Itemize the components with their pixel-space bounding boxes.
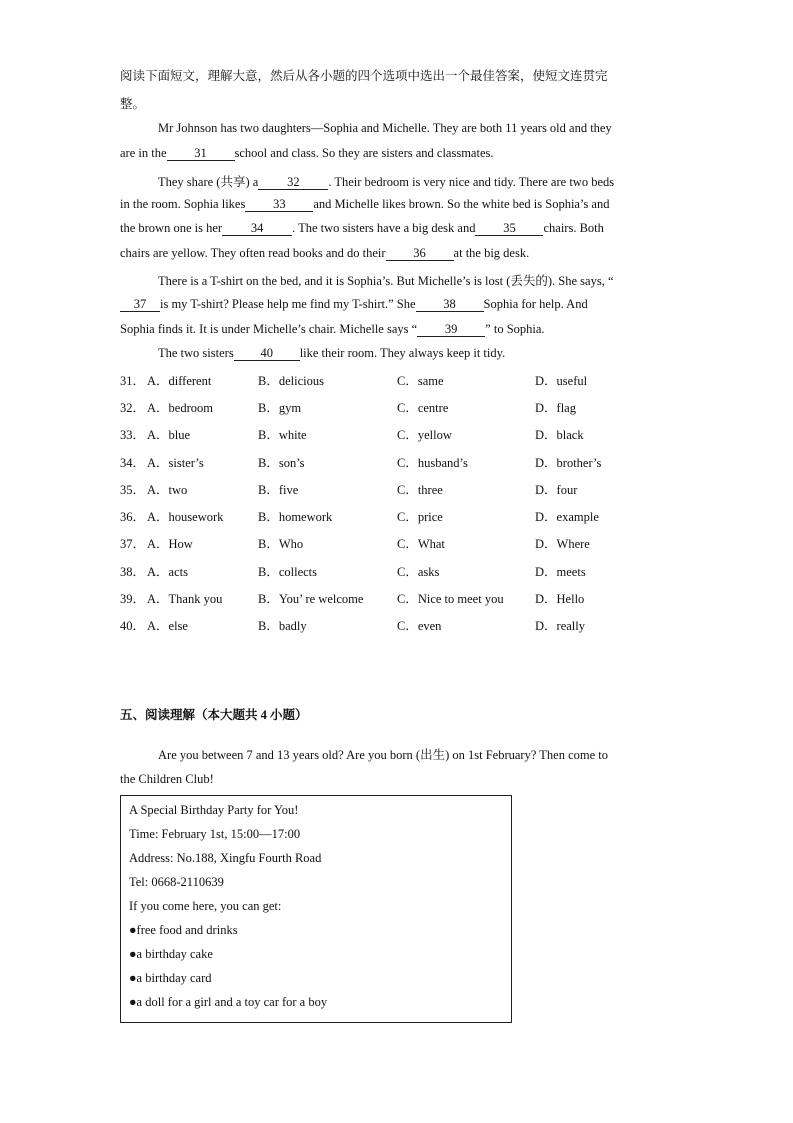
blank-38[interactable]: 38 xyxy=(416,298,484,312)
blank-36[interactable]: 36 xyxy=(386,247,454,261)
option-b[interactable]: B．collects xyxy=(258,565,318,579)
passage-text: in the room. Sophia likes xyxy=(120,197,246,211)
option-b[interactable]: B．son’s xyxy=(258,456,305,470)
passage-line xyxy=(120,322,545,337)
notice-intro: If you come here, you can get: xyxy=(129,899,282,913)
option-a[interactable]: A．two xyxy=(147,483,188,497)
blank-39[interactable]: 39 xyxy=(417,323,485,337)
passage-line: There is a T-shirt on the bed, and it is Sophia’s. But Michelle’s is lost (丢失的). She says, “ xyxy=(158,274,614,288)
blank-33[interactable]: 33 xyxy=(245,198,313,212)
option-c[interactable]: C．price xyxy=(397,510,443,524)
notice-item: ●a doll for a girl and a toy car for a boy xyxy=(129,995,328,1009)
passage-line xyxy=(120,197,609,212)
option-b[interactable]: B．gym xyxy=(258,401,302,415)
passage-text: are in the xyxy=(120,146,167,160)
option-b[interactable]: B．You’ re welcome xyxy=(258,592,364,606)
question-number: 38． xyxy=(120,565,146,579)
passage-text: . Their bedroom is very nice and tidy. There are two beds xyxy=(328,175,615,189)
option-a[interactable]: A．housework xyxy=(147,510,224,524)
option-b[interactable]: B．Who xyxy=(258,537,304,551)
option-c[interactable]: C．What xyxy=(397,537,445,551)
notice-time: Time: February 1st, 15:00—17:00 xyxy=(129,827,301,841)
question-number: 35． xyxy=(120,483,146,497)
notice-item: ●free food and drinks xyxy=(129,923,238,937)
blank-34[interactable]: 34 xyxy=(222,222,292,236)
option-d[interactable]: D．meets xyxy=(535,565,586,579)
option-c[interactable]: C．husband’s xyxy=(397,456,468,470)
option-c[interactable]: C．same xyxy=(397,374,444,388)
passage-line xyxy=(158,172,614,190)
question-number: 36． xyxy=(120,510,146,524)
notice-box xyxy=(120,795,512,1023)
option-a[interactable]: A．acts xyxy=(147,565,188,579)
option-d[interactable]: D．four xyxy=(535,483,578,497)
option-c[interactable]: C．Nice to meet you xyxy=(397,592,504,606)
option-b[interactable]: B．white xyxy=(258,428,307,442)
option-a[interactable]: A．bedroom xyxy=(147,401,213,415)
option-c[interactable]: C．three xyxy=(397,483,443,497)
option-d[interactable]: D．brother’s xyxy=(535,456,602,470)
option-a[interactable]: A．else xyxy=(147,619,188,633)
passage-text: like their room. They always keep it tidy. xyxy=(299,346,506,360)
option-d[interactable]: D．black xyxy=(535,428,584,442)
notice-item: ●a birthday cake xyxy=(129,947,213,961)
option-d[interactable]: D．really xyxy=(535,619,585,633)
notice-tel: Tel: 0668-2110639 xyxy=(129,875,224,889)
passage-line xyxy=(120,246,529,261)
blank-32[interactable]: 32 xyxy=(258,176,328,190)
question-number: 37． xyxy=(120,537,146,551)
option-b[interactable]: B．five xyxy=(258,483,299,497)
instructions-line-1: 阅读下面短文，理解大意，然后从各小题的四个选项中选出一个最佳答案，使短文连贯完 xyxy=(120,69,608,83)
blank-35[interactable]: 35 xyxy=(475,222,543,236)
option-b[interactable]: B．delicious xyxy=(258,374,324,388)
blank-40[interactable]: 40 xyxy=(234,347,300,361)
passage-line xyxy=(120,146,493,161)
passage-text: Sophia finds it. It is under Michelle’s chair. Michelle says “ xyxy=(120,322,418,336)
option-d[interactable]: D．Hello xyxy=(535,592,585,606)
question-number: 31． xyxy=(120,374,146,388)
option-a[interactable]: A．blue xyxy=(147,428,191,442)
passage-text: school and class. So they are sisters and classmates. xyxy=(234,146,494,160)
passage-text: chairs. Both xyxy=(543,221,604,235)
option-a[interactable]: A．How xyxy=(147,537,193,551)
option-c[interactable]: C．yellow xyxy=(397,428,452,442)
blank-37[interactable]: 37 xyxy=(120,298,160,312)
question-number: 32． xyxy=(120,401,146,415)
passage-line: Mr Johnson has two daughters—Sophia and Michelle. They are both 11 years old and they xyxy=(158,121,612,135)
question-number: 39． xyxy=(120,592,146,606)
passage-text: chairs are yellow. They often read books and do their xyxy=(120,246,386,260)
option-a[interactable]: A．Thank you xyxy=(147,592,223,606)
passage-line xyxy=(120,221,604,236)
passage-text: ” to Sophia. xyxy=(485,322,545,336)
passage-text: . The two sisters have a big desk and xyxy=(292,221,476,235)
section-intro-line: the Children Club! xyxy=(120,772,214,786)
passage-text: The two sisters xyxy=(158,346,234,360)
option-c[interactable]: C．even xyxy=(397,619,442,633)
passage-text: the brown one is her xyxy=(120,221,223,235)
question-number: 33． xyxy=(120,428,146,442)
blank-31[interactable]: 31 xyxy=(167,147,235,161)
option-d[interactable]: D．Where xyxy=(535,537,590,551)
section-intro-line: Are you between 7 and 13 years old? Are you born (出生) on 1st February? Then come to xyxy=(158,748,608,762)
option-a[interactable]: A．sister’s xyxy=(147,456,204,470)
option-d[interactable]: D．flag xyxy=(535,401,576,415)
passage-line xyxy=(158,346,505,361)
question-number: 40． xyxy=(120,619,146,633)
option-d[interactable]: D．example xyxy=(535,510,599,524)
section-title: 五、阅读理解（本大题共 4 小题） xyxy=(120,708,308,722)
notice-address: Address: No.188, Xingfu Fourth Road xyxy=(129,851,322,865)
passage-text: at the big desk. xyxy=(453,246,530,260)
option-d[interactable]: D．useful xyxy=(535,374,588,388)
passage-text: Sophia for help. And xyxy=(483,297,588,311)
option-c[interactable]: C．centre xyxy=(397,401,449,415)
notice-item: ●a birthday card xyxy=(129,971,212,985)
instructions-line-2: 整。 xyxy=(120,97,146,111)
notice-title: A Special Birthday Party for You! xyxy=(129,803,299,817)
passage-line xyxy=(120,297,588,312)
option-a[interactable]: A．different xyxy=(147,374,212,388)
question-number: 34． xyxy=(120,456,146,470)
passage-text: They share (共享) a xyxy=(158,175,259,189)
option-b[interactable]: B．homework xyxy=(258,510,333,524)
option-b[interactable]: B．badly xyxy=(258,619,307,633)
passage-text: is my T-shirt? Please help me find my T-shirt.” She xyxy=(160,297,416,311)
option-c[interactable]: C．asks xyxy=(397,565,440,579)
passage-text: and Michelle likes brown. So the white bed is Sophia’s and xyxy=(313,197,610,211)
